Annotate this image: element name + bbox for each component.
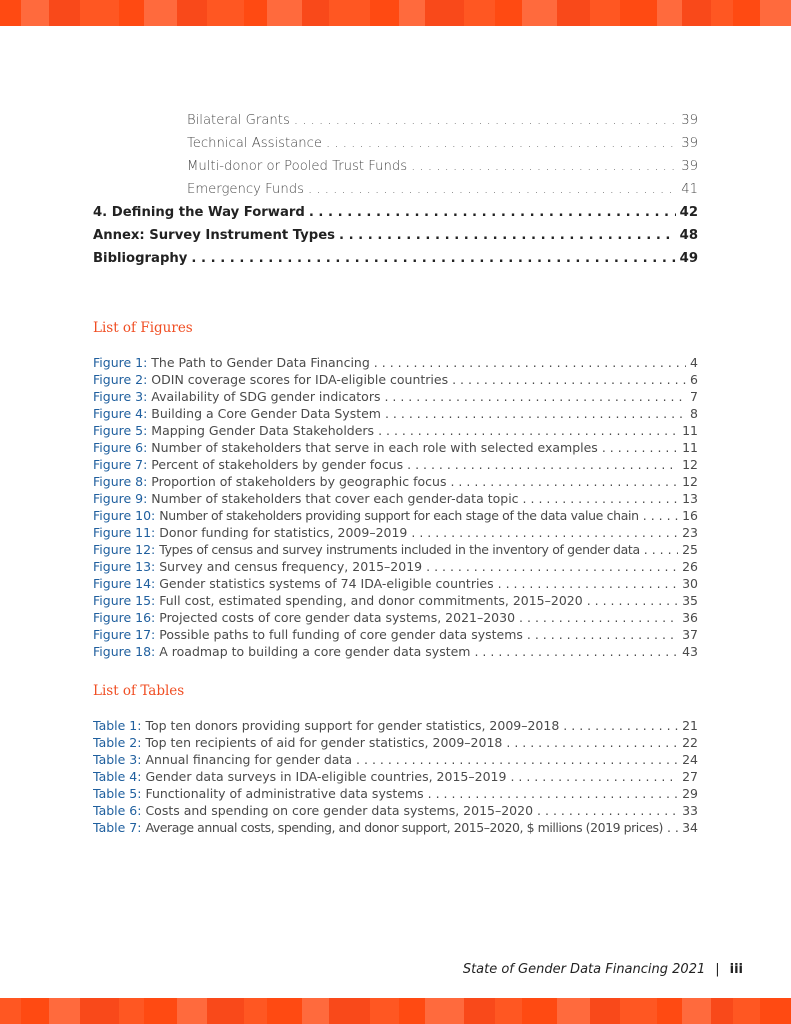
list-entry[interactable] — [93, 491, 698, 508]
entry-key: Figure 7: — [93, 457, 148, 472]
leader-dots — [407, 457, 678, 472]
leader-dots — [602, 440, 678, 455]
entry-label — [93, 576, 498, 591]
band-segment — [267, 998, 302, 1024]
entry-key: Figure 4: — [93, 406, 148, 421]
leader-dots — [411, 159, 677, 174]
list-entry[interactable] — [93, 355, 698, 372]
entry-label — [93, 423, 378, 438]
band-segment — [733, 0, 760, 26]
band-segment — [21, 998, 48, 1024]
leader-dots — [527, 627, 678, 642]
band-segment — [49, 0, 80, 26]
list-entry[interactable] — [93, 457, 698, 474]
entry-page: 41 — [681, 182, 698, 197]
leader-dots — [411, 525, 678, 540]
band-segment — [620, 0, 657, 26]
entry-key: Table 1: — [93, 718, 142, 733]
entry-key: Table 2: — [93, 735, 142, 750]
band-segment — [733, 998, 760, 1024]
leader-dots — [452, 372, 686, 387]
leader-dots — [426, 559, 678, 574]
leader-dots — [643, 508, 678, 523]
toc-entry[interactable] — [187, 136, 698, 151]
entry-key: Figure 9: — [93, 491, 148, 506]
entry-label — [93, 525, 411, 540]
list-entry[interactable] — [93, 820, 698, 837]
figures-heading: List of Figures — [93, 320, 193, 336]
entry-key: Figure 8: — [93, 474, 148, 489]
entry-label — [93, 627, 527, 642]
entry-page: 6 — [690, 372, 698, 387]
entry-page: 43 — [682, 644, 698, 659]
list-entry[interactable] — [93, 508, 698, 525]
entry-text: Survey and census frequency, 2015–2019 — [159, 559, 423, 574]
entry-label: Bibliography — [93, 251, 188, 266]
entry-page: 25 — [682, 542, 698, 557]
toc-entry[interactable] — [93, 205, 698, 220]
entry-key: Figure 2: — [93, 372, 148, 387]
entry-label: Multi-donor or Pooled Trust Funds — [187, 159, 408, 174]
entry-key: Table 5: — [93, 786, 142, 801]
entry-label: Technical Assistance — [187, 136, 323, 151]
entry-page: 16 — [682, 508, 698, 523]
band-segment — [370, 998, 399, 1024]
band-segment — [144, 0, 177, 26]
leader-dots — [519, 610, 678, 625]
band-segment — [119, 998, 144, 1024]
leader-dots — [667, 820, 678, 835]
band-segment — [711, 998, 732, 1024]
page-footer — [463, 962, 743, 977]
leader-dots — [523, 491, 679, 506]
entry-label — [93, 610, 519, 625]
band-segment — [370, 0, 399, 26]
entry-text: Availability of SDG gender indicators — [151, 389, 381, 404]
entry-key: Figure 15: — [93, 593, 156, 608]
entry-label — [93, 559, 426, 574]
band-segment — [682, 998, 711, 1024]
leader-dots — [385, 406, 686, 421]
entry-text: Top ten recipients of aid for gender statistics, 2009–2018 — [145, 735, 503, 750]
band-segment — [80, 0, 119, 26]
footer-title: State of Gender Data Financing 2021 — [462, 962, 706, 977]
entry-text: Possible paths to full funding of core gender data systems — [159, 627, 523, 642]
entry-key: Figure 12: — [93, 542, 156, 557]
entry-page: 30 — [682, 576, 698, 591]
entry-page: 11 — [682, 423, 698, 438]
band-segment — [0, 998, 21, 1024]
entry-page: 24 — [682, 752, 698, 767]
entry-key: Figure 13: — [93, 559, 156, 574]
leader-dots — [474, 644, 678, 659]
entry-key: Figure 6: — [93, 440, 148, 455]
entry-label — [93, 820, 667, 835]
band-segment — [399, 998, 424, 1024]
band-segment — [657, 998, 682, 1024]
entry-label — [93, 355, 374, 370]
entry-key: Figure 10: — [93, 508, 156, 523]
entry-text: Types of census and survey instruments included in the inventory of gender data — [159, 542, 640, 557]
leader-dots — [378, 423, 678, 438]
band-segment — [329, 0, 370, 26]
leader-dots — [356, 752, 678, 767]
entry-page: 35 — [682, 593, 698, 608]
entry-text: Percent of stakeholders by gender focus — [151, 457, 404, 472]
band-segment — [682, 0, 711, 26]
band-segment — [0, 0, 21, 26]
entry-key: Figure 1: — [93, 355, 148, 370]
entry-page: 33 — [682, 803, 698, 818]
band-segment — [207, 998, 244, 1024]
band-segment — [464, 998, 495, 1024]
list-entry[interactable] — [93, 735, 698, 752]
entry-key: Figure 14: — [93, 576, 156, 591]
entry-text: Average annual costs, spending, and donor support, 2015–2020, $ millions (2019 prices) — [145, 820, 663, 835]
toc-entry[interactable] — [93, 251, 698, 266]
leader-dots — [384, 389, 686, 404]
entry-label — [93, 786, 428, 801]
list-entry[interactable] — [93, 576, 698, 593]
band-segment — [590, 998, 619, 1024]
entry-key: Table 7: — [93, 820, 142, 835]
band-segment — [302, 0, 329, 26]
entry-page: 36 — [682, 610, 698, 625]
entry-label — [93, 803, 537, 818]
list-entry[interactable] — [93, 440, 698, 457]
leader-dots — [309, 205, 676, 220]
top-decorative-band — [0, 0, 791, 26]
entry-key: Table 6: — [93, 803, 142, 818]
band-segment — [760, 0, 791, 26]
entry-text: Donor funding for statistics, 2009–2019 — [159, 525, 408, 540]
tables-heading: List of Tables — [93, 683, 185, 699]
band-segment — [557, 0, 590, 26]
entry-text: Number of stakeholders that cover each gender-data topic — [151, 491, 519, 506]
entry-text: Top ten donors providing support for gender statistics, 2009–2018 — [145, 718, 560, 733]
leader-dots — [374, 355, 686, 370]
entry-text: Gender statistics systems of 74 IDA-eligible countries — [159, 576, 494, 591]
entry-page: 12 — [682, 457, 698, 472]
list-entry[interactable] — [93, 593, 698, 610]
band-segment — [49, 998, 80, 1024]
band-segment — [557, 998, 590, 1024]
entry-label — [93, 752, 356, 767]
entry-label — [93, 769, 510, 784]
entry-label — [93, 491, 523, 506]
leader-dots — [587, 593, 678, 608]
band-segment — [207, 0, 244, 26]
bottom-decorative-band — [0, 998, 791, 1024]
leader-dots — [308, 182, 677, 197]
band-segment — [657, 0, 682, 26]
list-entry[interactable] — [93, 542, 698, 559]
entry-label — [93, 474, 450, 489]
band-segment — [80, 998, 119, 1024]
entry-page: 26 — [682, 559, 698, 574]
band-segment — [302, 998, 329, 1024]
entry-page: 23 — [682, 525, 698, 540]
entry-text: Gender data surveys in IDA-eligible countries, 2015–2019 — [145, 769, 507, 784]
leader-dots — [644, 542, 678, 557]
entry-page: 27 — [682, 769, 698, 784]
band-segment — [244, 998, 267, 1024]
band-segment — [425, 998, 464, 1024]
entry-label — [93, 593, 587, 608]
list-entry[interactable] — [93, 389, 698, 406]
band-segment — [177, 0, 206, 26]
band-segment — [177, 998, 206, 1024]
leader-dots — [428, 786, 678, 801]
band-segment — [399, 0, 424, 26]
band-segment — [425, 0, 464, 26]
entry-text: Functionality of administrative data systems — [145, 786, 424, 801]
entry-page: 29 — [682, 786, 698, 801]
leader-dots — [191, 251, 675, 266]
list-entry[interactable] — [93, 786, 698, 803]
entry-text: Annual financing for gender data — [145, 752, 353, 767]
leader-dots — [563, 718, 678, 733]
list-entry[interactable] — [93, 769, 698, 786]
toc-entry[interactable] — [187, 159, 698, 174]
entry-label — [93, 440, 602, 455]
list-entry[interactable] — [93, 525, 698, 542]
entry-label: Annex: Survey Instrument Types — [93, 228, 335, 243]
entry-label — [93, 389, 384, 404]
entry-key: Figure 18: — [93, 644, 156, 659]
band-segment — [495, 998, 522, 1024]
entry-text: Mapping Gender Data Stakeholders — [151, 423, 375, 438]
entry-key: Figure 3: — [93, 389, 148, 404]
band-segment — [464, 0, 495, 26]
list-entry[interactable] — [93, 803, 698, 820]
entry-page: 11 — [682, 440, 698, 455]
band-segment — [711, 0, 732, 26]
toc-entry[interactable] — [93, 228, 698, 243]
band-segment — [329, 998, 370, 1024]
entry-key: Figure 11: — [93, 525, 156, 540]
leader-dots — [510, 769, 678, 784]
band-segment — [21, 0, 48, 26]
entry-page: 7 — [690, 389, 698, 404]
entry-page: 37 — [682, 627, 698, 642]
entry-page: 4 — [690, 355, 698, 370]
entry-page: 34 — [682, 820, 698, 835]
entry-page: 39 — [681, 159, 698, 174]
footer-separator: | — [715, 962, 720, 977]
band-segment — [267, 0, 302, 26]
entry-text: Number of stakeholders that serve in each role with selected examples — [151, 440, 598, 455]
entry-label — [93, 718, 563, 733]
leader-dots — [339, 228, 676, 243]
list-entry[interactable] — [93, 559, 698, 576]
entry-page: 13 — [682, 491, 698, 506]
band-segment — [522, 0, 557, 26]
list-entry[interactable] — [93, 627, 698, 644]
toc-entry[interactable] — [187, 113, 698, 128]
entry-label — [93, 406, 385, 421]
entry-page: 39 — [681, 136, 698, 151]
entry-label: 4. Defining the Way Forward — [93, 205, 305, 220]
entry-label — [93, 508, 643, 523]
entry-text: Building a Core Gender Data System — [151, 406, 381, 421]
entry-text: The Path to Gender Data Financing — [151, 355, 370, 370]
leader-dots — [506, 735, 678, 750]
band-segment — [495, 0, 522, 26]
band-segment — [144, 998, 177, 1024]
entry-label: Emergency Funds — [187, 182, 304, 197]
entry-label — [93, 735, 506, 750]
toc-entry[interactable] — [187, 182, 698, 197]
list-entry[interactable] — [93, 423, 698, 440]
entry-text: Projected costs of core gender data systems, 2021–2030 — [159, 610, 516, 625]
list-entry[interactable] — [93, 718, 698, 735]
list-entry[interactable] — [93, 406, 698, 423]
entry-text: Costs and spending on core gender data systems, 2015–2020 — [145, 803, 534, 818]
list-entry[interactable] — [93, 474, 698, 491]
entry-page: 8 — [690, 406, 698, 421]
entry-page: 39 — [681, 113, 698, 128]
entry-key: Table 4: — [93, 769, 142, 784]
leader-dots — [326, 136, 677, 151]
band-segment — [244, 0, 267, 26]
entry-page: 21 — [682, 718, 698, 733]
entry-page: 12 — [682, 474, 698, 489]
band-segment — [620, 998, 657, 1024]
entry-page: 22 — [682, 735, 698, 750]
entry-text: Full cost, estimated spending, and donor commitments, 2015–2020 — [159, 593, 583, 608]
entry-text: Proportion of stakeholders by geographic focus — [151, 474, 447, 489]
entry-label — [93, 457, 407, 472]
band-segment — [119, 0, 144, 26]
entry-text: A roadmap to building a core gender data system — [159, 644, 471, 659]
entry-key: Figure 17: — [93, 627, 156, 642]
entry-label — [93, 644, 474, 659]
leader-dots — [537, 803, 678, 818]
leader-dots — [294, 113, 677, 128]
list-entry[interactable] — [93, 372, 698, 389]
entry-text: Number of stakeholders providing support for each stage of the data value chain — [159, 508, 639, 523]
entry-label: Bilateral Grants — [187, 113, 290, 128]
entry-key: Table 3: — [93, 752, 142, 767]
entry-key: Figure 5: — [93, 423, 148, 438]
entry-key: Figure 16: — [93, 610, 156, 625]
leader-dots — [498, 576, 678, 591]
leader-dots — [450, 474, 678, 489]
list-entry[interactable] — [93, 644, 698, 661]
list-entry[interactable] — [93, 610, 698, 627]
entry-page: 49 — [679, 251, 698, 266]
footer-page-number: iii — [729, 962, 743, 977]
entry-label — [93, 542, 644, 557]
band-segment — [590, 0, 619, 26]
list-entry[interactable] — [93, 752, 698, 769]
entry-page: 48 — [679, 228, 698, 243]
band-segment — [522, 998, 557, 1024]
entry-text: ODIN coverage scores for IDA-eligible countries — [151, 372, 449, 387]
entry-label — [93, 372, 452, 387]
band-segment — [760, 998, 791, 1024]
entry-page: 42 — [679, 205, 698, 220]
